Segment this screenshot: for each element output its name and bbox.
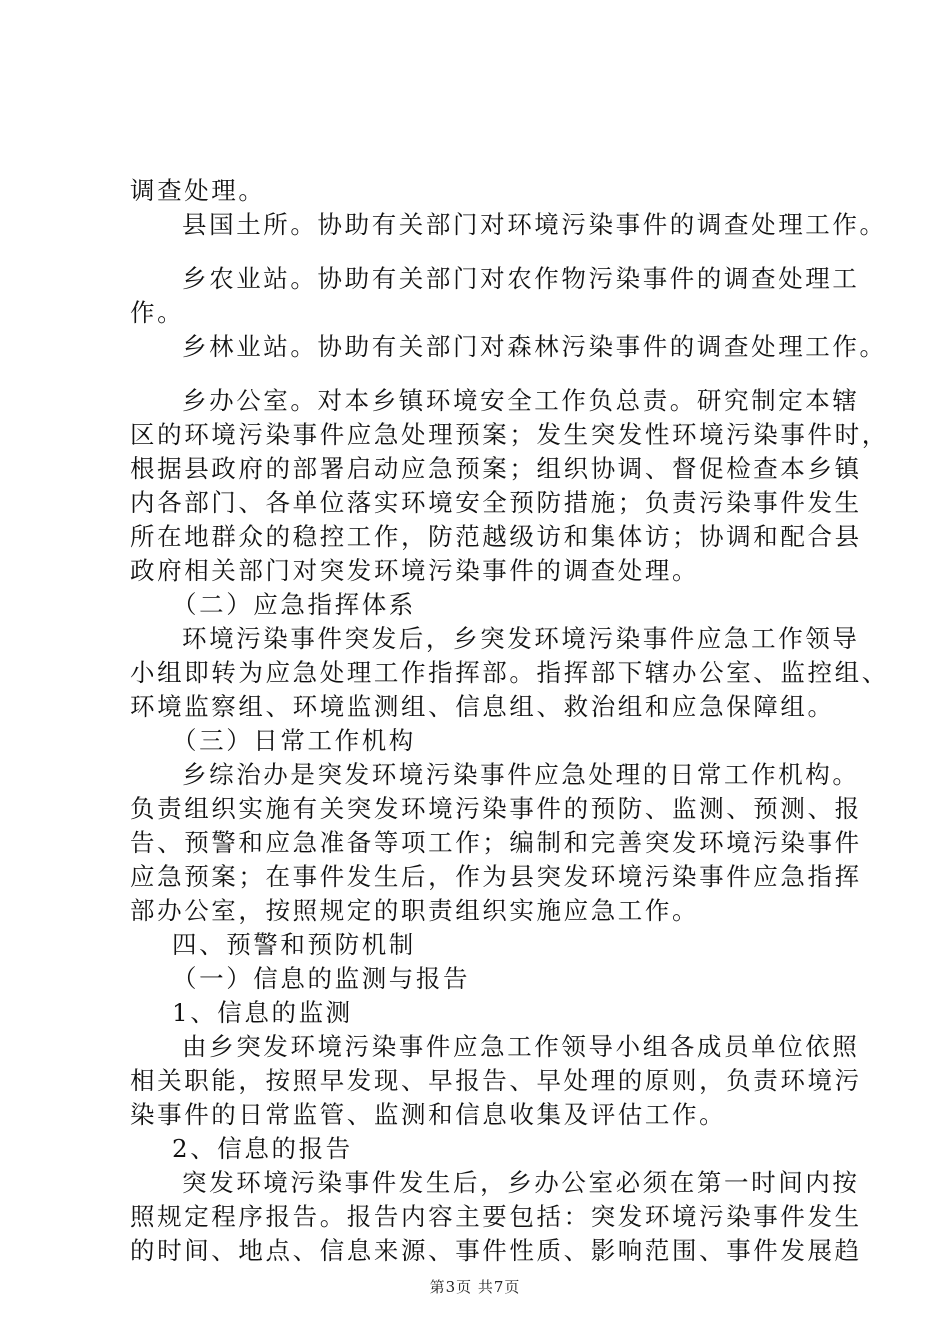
paragraph-gap [130,242,830,262]
text-line: 突发环境污染事件发生后，乡办公室必须在第一时间内按 [182,1168,860,1197]
text-line: 调查处理。 [130,176,266,205]
text-line: 部办公室，按照规定的职责组织实施应急工作。 [130,896,700,925]
text-line: 的时间、地点、信息来源、事件性质、影响范围、事件发展趋 [130,1236,862,1265]
page-footer: 第3页 共7页 [429,1278,521,1296]
text-line: 负责组织实施有关突发环境污染事件的预防、监测、预测、报 [130,794,862,823]
section-heading: （一）信息的监测与报告 [172,964,471,993]
text-line: 乡农业站。协助有关部门对农作物污染事件的调查处理工 [182,264,860,293]
text-line: 县国土所。协助有关部门对环境污染事件的调查处理工作。 [182,210,887,239]
section-heading: （三）日常工作机构 [172,726,416,755]
text-line: 根据县政府的部署启动应急预案；组织协调、督促检查本乡镇 [130,454,862,483]
text-line: 区的环境污染事件应急处理预案；发生突发性环境污染事件时， [130,420,889,449]
section-heading: 四、预警和预防机制 [172,930,416,959]
text-line: 染事件的日常监管、监测和信息收集及评估工作。 [130,1100,727,1129]
text-line: 相关职能，按照早发现、早报告、早处理的原则，负责环境污 [130,1066,862,1095]
section-heading: （二）应急指挥体系 [172,590,416,619]
text-line: 乡办公室。对本乡镇环境安全工作负总责。研究制定本辖 [182,386,860,415]
section-heading: 1、信息的监测 [172,998,353,1027]
text-line: 所在地群众的稳控工作，防范越级访和集体访；协调和配合县 [130,522,862,551]
text-line: 环境污染事件突发后，乡突发环境污染事件应急工作领导 [182,624,860,653]
text-line: 作。 [130,298,185,327]
section-heading: 2、信息的报告 [172,1134,353,1163]
text-line: 应急预案；在事件发生后，作为县突发环境污染事件应急指挥 [130,862,862,891]
text-line: 内各部门、各单位落实环境安全预防措施；负责污染事件发生 [130,488,862,517]
text-line: 环境监察组、环境监测组、信息组、救治组和应急保障组。 [130,692,835,721]
text-line: 政府相关部门对突发环境污染事件的调查处理。 [130,556,700,585]
text-line: 小组即转为应急处理工作指挥部。指挥部下辖办公室、监控组、 [130,658,889,687]
text-line: 告、预警和应急准备等项工作；编制和完善突发环境污染事件 [130,828,862,857]
paragraph-gap [130,364,830,384]
text-line: 乡综治办是突发环境污染事件应急处理的日常工作机构。 [182,760,860,789]
text-line: 由乡突发环境污染事件应急工作领导小组各成员单位依照 [182,1032,860,1061]
text-line: 乡林业站。协助有关部门对森林污染事件的调查处理工作。 [182,332,887,361]
document-body [130,174,889,1268]
text-line: 照规定程序报告。报告内容主要包括：突发环境污染事件发生 [130,1202,862,1231]
